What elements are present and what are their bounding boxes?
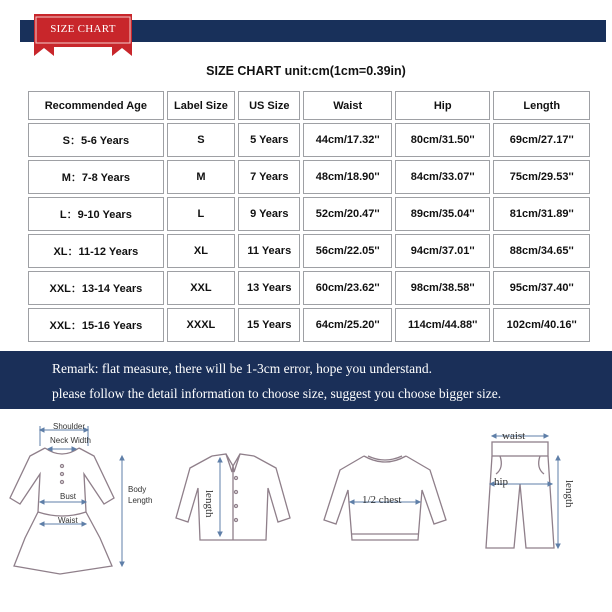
table-cell: 56cm/22.05'' bbox=[303, 234, 391, 268]
table-cell: 9 Years bbox=[238, 197, 300, 231]
column-header: Waist bbox=[303, 91, 391, 120]
table-row bbox=[28, 308, 590, 342]
shirt-diagram bbox=[170, 416, 310, 612]
table-cell: S bbox=[167, 123, 235, 157]
table-cell: 11 Years bbox=[238, 234, 300, 268]
table-row bbox=[28, 123, 590, 157]
dress-waist-label: Waist bbox=[58, 516, 78, 525]
table-cell: L bbox=[167, 197, 235, 231]
dress-body-length-label: Body Length bbox=[128, 485, 153, 505]
table-row bbox=[28, 197, 590, 231]
badge-label: SIZE CHART bbox=[50, 23, 116, 35]
dress-bust-label: Bust bbox=[60, 492, 77, 501]
dress-shoulder-label: Shoulder bbox=[53, 422, 86, 431]
remark-band bbox=[0, 351, 612, 409]
table-cell: 13 Years bbox=[238, 271, 300, 305]
pants-diagram bbox=[470, 416, 610, 612]
column-header: Label Size bbox=[167, 91, 235, 120]
table-row bbox=[28, 160, 590, 194]
table-cell: 114cm/44.88'' bbox=[395, 308, 491, 342]
table-cell: 84cm/33.07'' bbox=[395, 160, 491, 194]
table-row bbox=[28, 234, 590, 268]
table-cell: 52cm/20.47'' bbox=[303, 197, 391, 231]
pants-hip-label: hip bbox=[494, 476, 509, 488]
remark-line-2: please follow the detail information to choose size, suggest you choose bigger size. bbox=[52, 386, 502, 401]
remark-line-1: Remark: flat measure, there will be 1-3cm error, hope you understand. bbox=[52, 361, 432, 376]
dress-diagram bbox=[0, 416, 165, 612]
column-header: Recommended Age bbox=[28, 91, 164, 120]
table-cell: 98cm/38.58'' bbox=[395, 271, 491, 305]
dress-neck-width-label: Neck Width bbox=[50, 436, 91, 445]
table-header-row bbox=[28, 91, 590, 120]
table-cell: XL：11-12 Years bbox=[28, 234, 164, 268]
table-cell: M：7-8 Years bbox=[28, 160, 164, 194]
table-cell: 48cm/18.90'' bbox=[303, 160, 391, 194]
size-table bbox=[25, 88, 593, 345]
column-header: Length bbox=[493, 91, 590, 120]
column-header: Hip bbox=[395, 91, 491, 120]
table-cell: 15 Years bbox=[238, 308, 300, 342]
table-cell: 75cm/29.53'' bbox=[493, 160, 590, 194]
table-cell: XXXL bbox=[167, 308, 235, 342]
table-cell: 88cm/34.65'' bbox=[493, 234, 590, 268]
table-cell: 44cm/17.32'' bbox=[303, 123, 391, 157]
table-cell: 64cm/25.20'' bbox=[303, 308, 391, 342]
table-cell: 80cm/31.50'' bbox=[395, 123, 491, 157]
pants-length-label: length bbox=[563, 480, 575, 508]
table-cell: XL bbox=[167, 234, 235, 268]
table-cell: XXL bbox=[167, 271, 235, 305]
measurement-diagrams bbox=[0, 416, 612, 612]
table-cell: 102cm/40.16'' bbox=[493, 308, 590, 342]
table-cell: 89cm/35.04'' bbox=[395, 197, 491, 231]
sweater-diagram bbox=[318, 416, 458, 612]
column-header: US Size bbox=[238, 91, 300, 120]
table-cell: 94cm/37.01'' bbox=[395, 234, 491, 268]
sweater-chest-label: 1/2 chest bbox=[362, 494, 402, 506]
table-cell: XXL：15-16 Years bbox=[28, 308, 164, 342]
chart-title: SIZE CHART unit:cm(1cm=0.39in) bbox=[206, 64, 406, 78]
table-cell: L：9-10 Years bbox=[28, 197, 164, 231]
table-cell: 81cm/31.89'' bbox=[493, 197, 590, 231]
table-cell: 69cm/27.17'' bbox=[493, 123, 590, 157]
table-cell: S：5-6 Years bbox=[28, 123, 164, 157]
table-cell: XXL：13-14 Years bbox=[28, 271, 164, 305]
table-cell: 7 Years bbox=[238, 160, 300, 194]
pants-waist-label: waist bbox=[502, 430, 526, 442]
table-row bbox=[28, 271, 590, 305]
table-cell: 5 Years bbox=[238, 123, 300, 157]
shirt-length-label: length bbox=[203, 490, 215, 518]
table-cell: 60cm/23.62'' bbox=[303, 271, 391, 305]
table-cell: M bbox=[167, 160, 235, 194]
table-cell: 95cm/37.40'' bbox=[493, 271, 590, 305]
size-chart-badge bbox=[34, 14, 132, 56]
